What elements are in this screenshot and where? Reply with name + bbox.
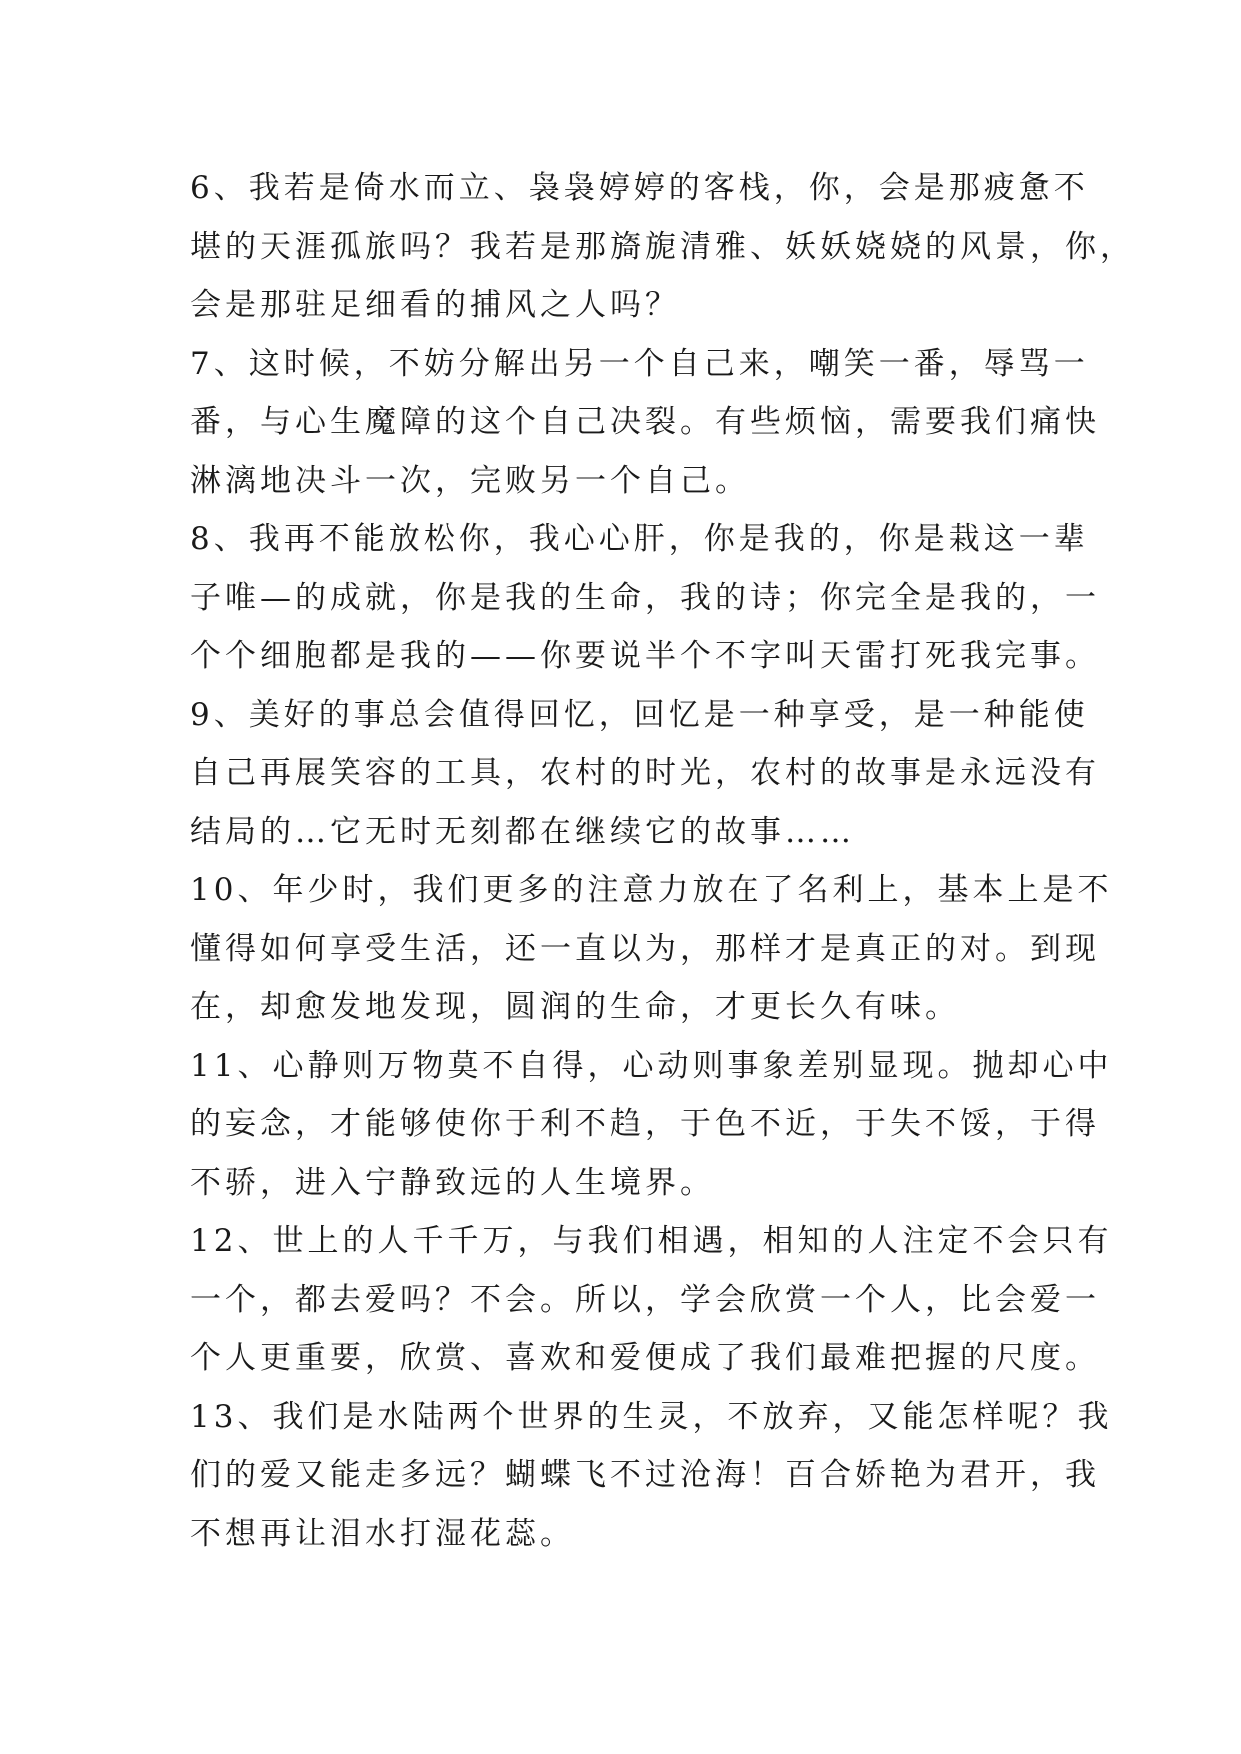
paragraph-line: 9、美好的事总会值得回忆，回忆是一种享受，是一种能使 xyxy=(190,696,1089,733)
paragraph-10 xyxy=(190,861,1113,1037)
paragraph-line: 个个细胞都是我的——你要说半个不字叫天雷打死我完事。 xyxy=(190,638,1100,674)
paragraph-line: 懂得如何享受生活，还一直以为，那样才是真正的对。到现 xyxy=(190,930,1100,967)
paragraph-line: 一个，都去爱吗？不会。所以，学会欣赏一个人，比会爱一 xyxy=(190,1281,1100,1318)
paragraph-line: 8、我再不能放松你，我心心肝，你是我的，你是栽这一辈 xyxy=(190,521,1089,557)
paragraph-line: 个人更重要，欣赏、喜欢和爱便成了我们最难把握的尺度。 xyxy=(190,1340,1100,1376)
paragraph-8 xyxy=(190,510,1100,686)
paragraph-6 xyxy=(190,159,1135,335)
paragraph-line: 番，与心生魔障的这个自己决裂。有些烦恼，需要我们痛快 xyxy=(190,404,1100,440)
paragraph-9 xyxy=(190,686,1100,862)
paragraph-line: 7、这时候，不妨分解出另一个自己来，嘲笑一番，辱骂一 xyxy=(190,345,1089,382)
paragraph-line: 子唯—的成就，你是我的生命，我的诗；你完全是我的，一 xyxy=(190,579,1100,616)
paragraph-line: 10、年少时，我们更多的注意力放在了名利上，基本上是不 xyxy=(190,872,1113,908)
paragraph-line: 不骄，进入宁静致远的人生境界。 xyxy=(190,1164,715,1201)
paragraph-line: 6、我若是倚水而立、袅袅婷婷的客栈，你，会是那疲惫不 xyxy=(190,170,1089,206)
paragraph-line: 自己再展笑容的工具，农村的时光，农村的故事是永远没有 xyxy=(190,755,1100,791)
paragraph-11 xyxy=(190,1037,1113,1213)
paragraph-line: 结局的…它无时无刻都在继续它的故事…… xyxy=(190,813,855,850)
paragraph-line: 会是那驻足细看的捕风之人吗？ xyxy=(190,287,680,323)
paragraph-line: 淋漓地决斗一次，完败另一个自己。 xyxy=(190,462,750,499)
paragraph-line: 堪的天涯孤旅吗？我若是那旖旎清雅、妖妖娆娆的风景，你， xyxy=(190,228,1135,265)
paragraph-13 xyxy=(190,1388,1113,1564)
paragraph-line: 12、世上的人千千万，与我们相遇，相知的人注定不会只有 xyxy=(190,1223,1113,1259)
paragraph-line: 11、心静则万物莫不自得，心动则事象差别显现。抛却心中 xyxy=(190,1047,1113,1084)
document-body xyxy=(190,159,1135,1563)
paragraph-line: 们的爱又能走多远？蝴蝶飞不过沧海！百合娇艳为君开，我 xyxy=(190,1457,1100,1493)
paragraph-line: 在，却愈发地发现，圆润的生命，才更长久有味。 xyxy=(190,989,960,1025)
paragraph-line: 13、我们是水陆两个世界的生灵，不放弃，又能怎样呢？我 xyxy=(190,1398,1113,1435)
paragraph-12 xyxy=(190,1212,1113,1388)
paragraph-7 xyxy=(190,335,1100,511)
paragraph-line: 不想再让泪水打湿花蕊。 xyxy=(190,1515,575,1552)
paragraph-line: 的妄念，才能够使你于利不趋，于色不近，于失不馁，于得 xyxy=(190,1106,1100,1142)
